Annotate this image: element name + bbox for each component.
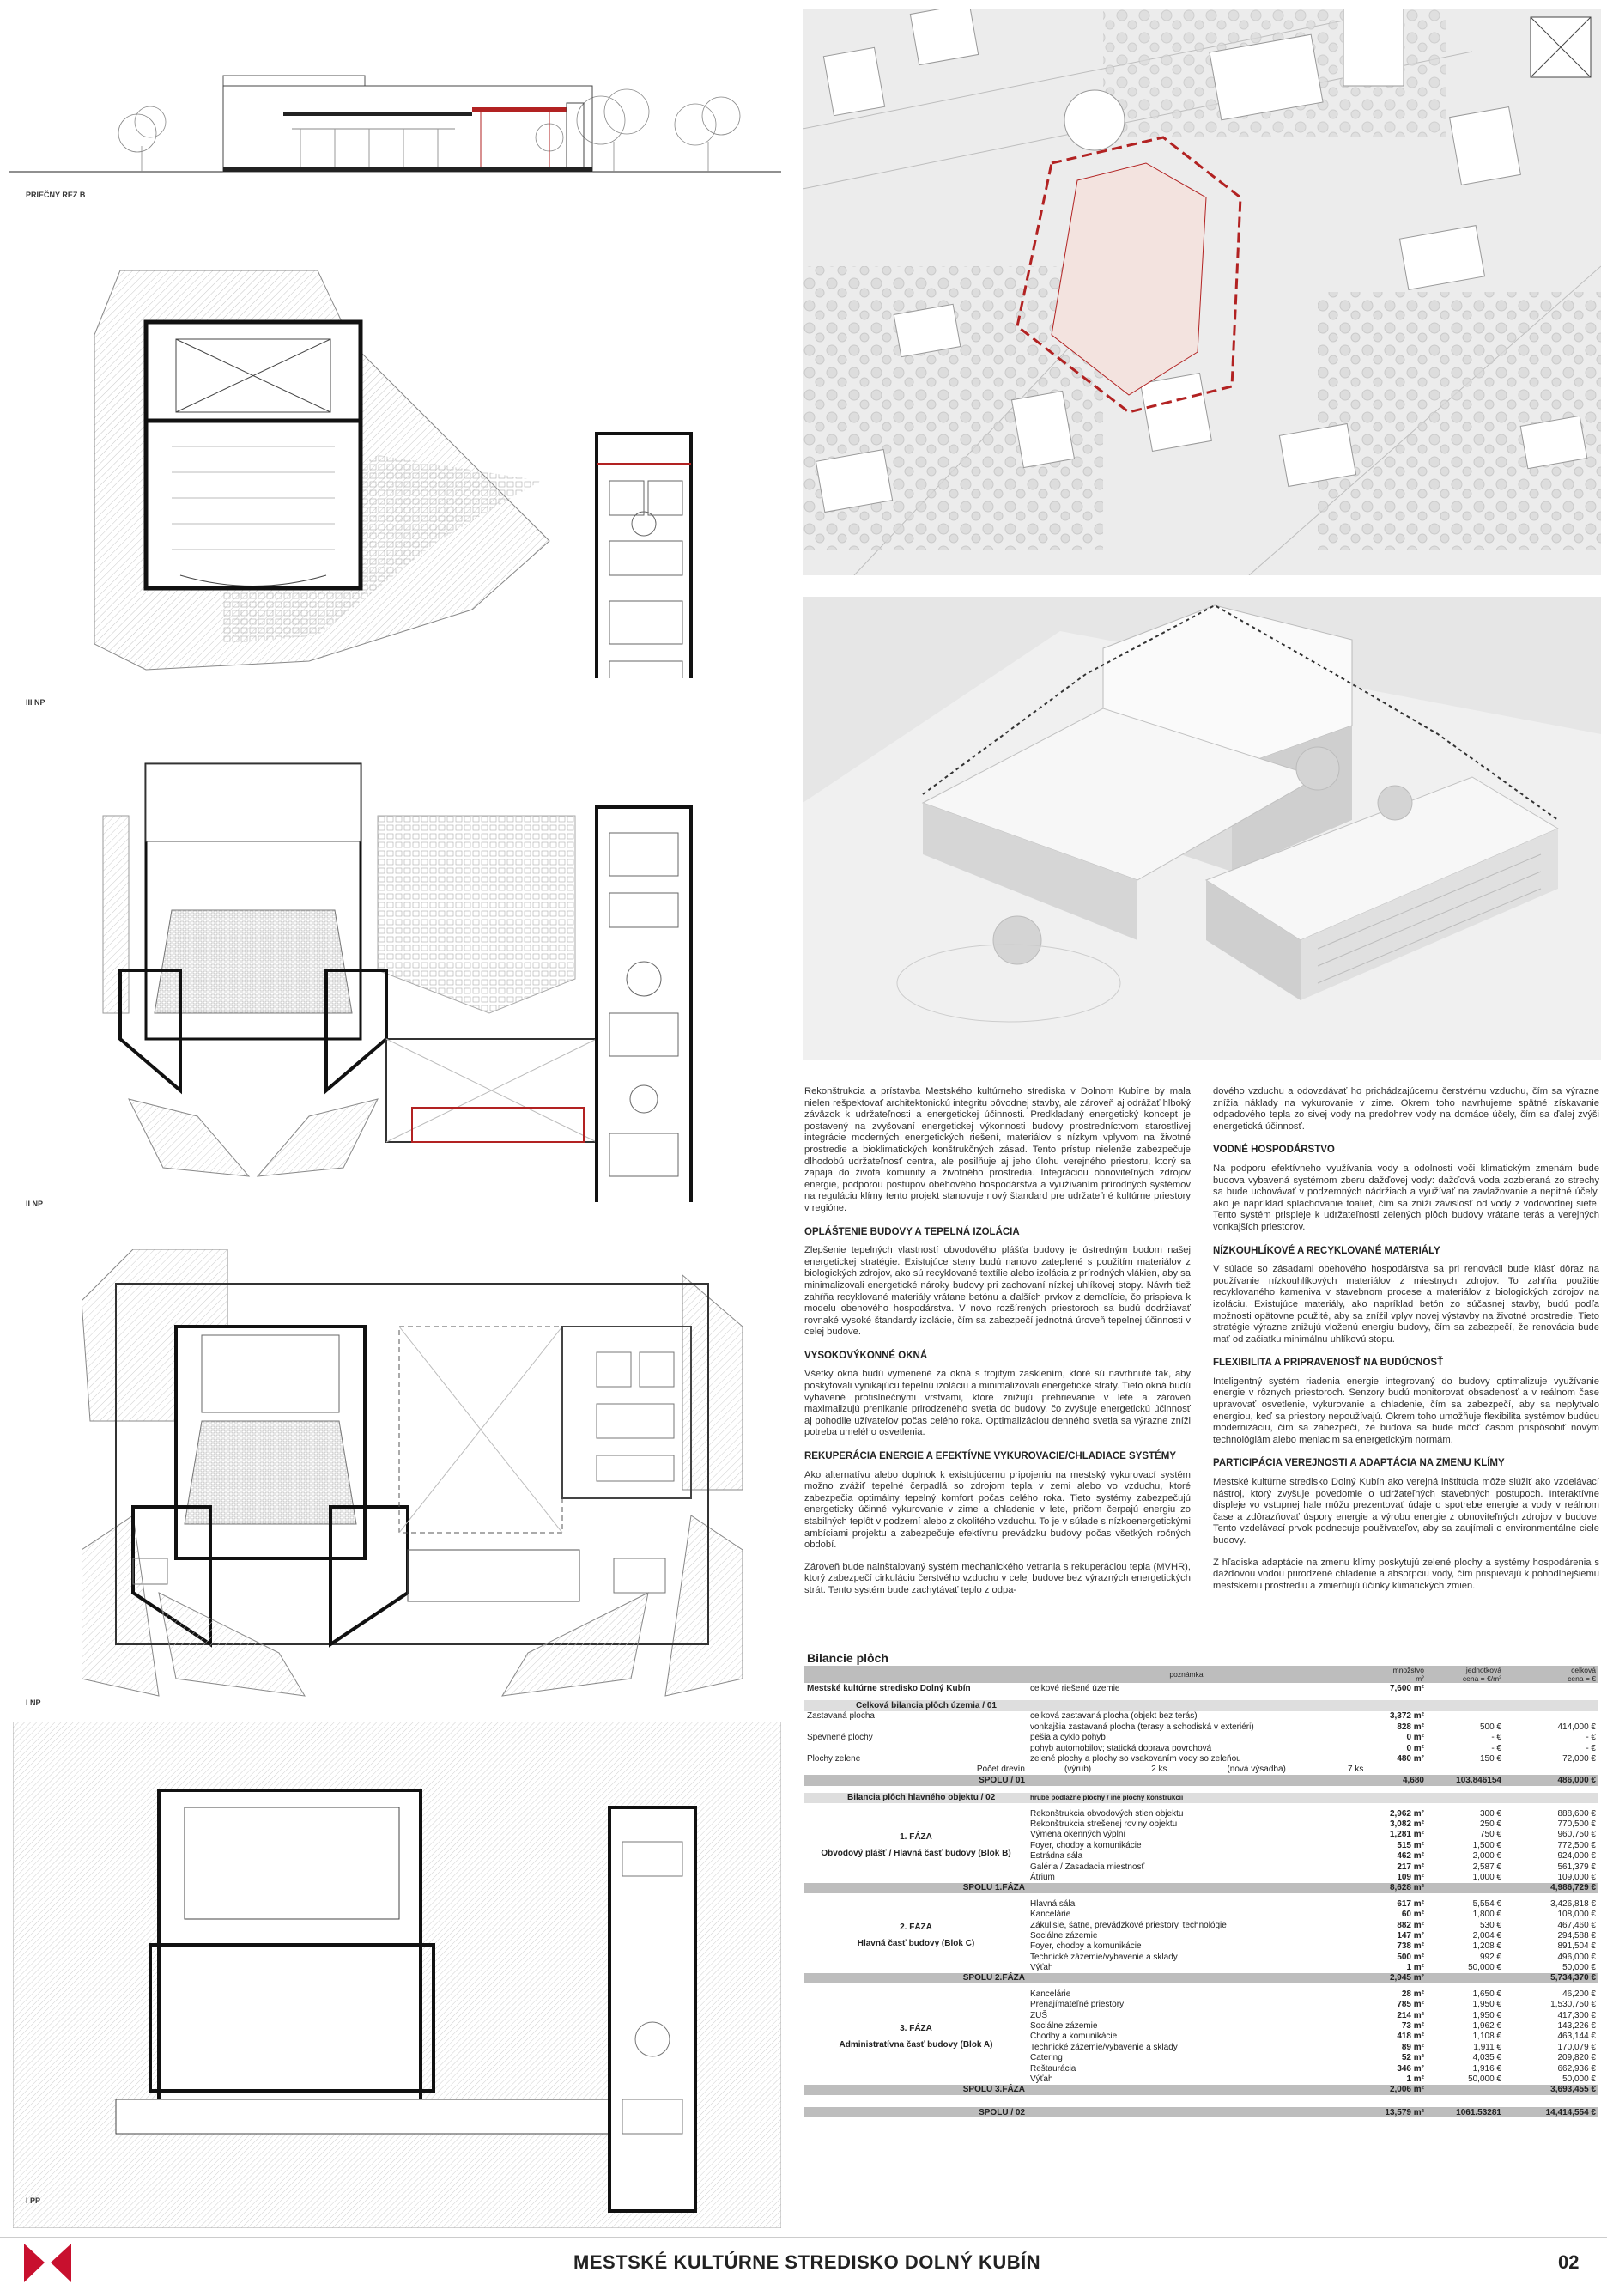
cell: 1,208 € xyxy=(1472,1941,1501,1952)
header-total xyxy=(1504,1666,1598,1683)
cell: 828 m² xyxy=(1397,1722,1424,1732)
cell: 73 m² xyxy=(1401,2021,1424,2032)
cell: 5,554 € xyxy=(1472,1898,1501,1909)
cell: 2,006 m² xyxy=(1345,2085,1427,2095)
table-row xyxy=(804,1883,1598,1893)
cell: 5,734,370 € xyxy=(1504,1973,1598,1983)
cell: Galéria / Zasadacia miestnosť xyxy=(1030,1862,1145,1872)
cell: 109 m² xyxy=(1397,1872,1424,1882)
paragraph-mvhr: Zároveň bude nainštalovaný systém mechanického vetrania s rekuperáciou tepla (MVHR), ktorý zabezpečí cirkuláciu čerstvého vzduchu v celej budove bez výrazných energetických strát. Tento systém bude zachytávať teplo z odpa- xyxy=(804,1561,1191,1595)
trees-row xyxy=(804,1765,1598,1775)
cell: 500 € xyxy=(1479,1722,1501,1732)
cell: 52 m² xyxy=(1401,2053,1424,2063)
paragraph-windows: Všetky okná budú vymenené za okná s trojitým zasklením, ktoré sú navrhnuté tak, aby poskytovali vynikajúcu tepelnú izoláciu a minimalizovali energetické straty. Tieto okná budú vybavené protislnečnými vrstvami, ktoré znižujú prehrievanie v lete a zároveň maximalizujú prenikanie prirodzeného svetla do budovy, čo zvyšuje energetickú účinnosť aj pohodlie užívateľov počas celého roka. Optimalizáciou denného svetla sa výrazne zníži potreba umelého osvetlenia. xyxy=(804,1369,1191,1438)
cell: 46,200 € xyxy=(1562,1989,1596,1999)
table-row xyxy=(804,1973,1598,1983)
cell: 60 m² xyxy=(1401,1910,1424,1920)
phase-sublabel: Administratívna časť budovy (Blok A) xyxy=(839,2039,993,2050)
cell: 250 € xyxy=(1479,1819,1501,1829)
cell-part: (výrub) xyxy=(1064,1765,1092,1775)
cell: 300 € xyxy=(1479,1808,1501,1819)
cell: 480 m² xyxy=(1397,1754,1424,1765)
cell: 515 m² xyxy=(1397,1840,1424,1850)
cell: 882 m² xyxy=(1397,1920,1424,1930)
cell: 7 ks xyxy=(1348,1765,1364,1775)
table-header-row xyxy=(804,1666,1598,1683)
cell: 2,004 € xyxy=(1472,1930,1501,1941)
phase-sublabel: Hlavná časť budovy (Blok C) xyxy=(857,1939,975,1949)
cell: Počet drevín xyxy=(976,1765,1025,1775)
cell xyxy=(1427,1711,1504,1722)
cell xyxy=(1427,1883,1504,1893)
table-row xyxy=(804,1711,1598,1722)
cell xyxy=(1427,2085,1504,2095)
section-title: Celková bilancia plôch územia / 01 xyxy=(804,1700,1598,1710)
cell xyxy=(1504,1711,1598,1722)
cell: celkové riešené územie xyxy=(1030,1683,1120,1693)
table-row xyxy=(804,1743,1598,1753)
cell: 4,035 € xyxy=(1472,2053,1501,2063)
cell: 89 m² xyxy=(1401,2042,1424,2052)
cell: Átrium xyxy=(1030,1872,1055,1882)
cell: 214 m² xyxy=(1397,2010,1424,2020)
header-unit-text2: cena = €/m² xyxy=(1462,1674,1501,1683)
heading-participation: PARTICIPÁCIA VEREJNOSTI A ADAPTÁCIA NA ZMENU KLÍMY xyxy=(1213,1458,1505,1469)
cell xyxy=(1028,2085,1345,2095)
floor-plan-2 xyxy=(94,756,730,1202)
cell: 1,916 € xyxy=(1472,2063,1501,2074)
cell: Chodby a komunikácie xyxy=(1030,2032,1118,2042)
cell: 463,144 € xyxy=(1557,2032,1596,2042)
cell: 500 m² xyxy=(1397,1952,1424,1962)
cell: celková zastavaná plocha (objekt bez terás) xyxy=(1030,1711,1198,1722)
section-label: PRIEČNY REZ B xyxy=(26,191,86,199)
phase-label: 3. FÁZA xyxy=(900,2023,932,2033)
cell: 3,693,455 € xyxy=(1504,2085,1598,2095)
cell: 14,414,554 € xyxy=(1504,2107,1598,2117)
cell: 1061.53281 xyxy=(1427,2107,1504,2117)
cell: 72,000 € xyxy=(1562,1754,1596,1765)
phase-label: 1. FÁZA xyxy=(900,1832,932,1843)
cell: 4,680 xyxy=(1345,1775,1427,1785)
cell: 108,000 € xyxy=(1557,1910,1596,1920)
cell: 1,108 € xyxy=(1472,2032,1501,2042)
floor0-label: I PP xyxy=(26,2196,41,2205)
cell: 770,500 € xyxy=(1557,1819,1596,1829)
cell xyxy=(804,1989,1028,2085)
section-title: Bilancia plôch hlavného objektu / 02 xyxy=(804,1793,1028,1803)
section-row xyxy=(804,1700,1598,1710)
cell: 462 m² xyxy=(1397,1851,1424,1862)
area-balance-table xyxy=(804,1666,1598,2117)
cell: 992 € xyxy=(1479,1952,1501,1962)
header-qty-unit: m² xyxy=(1416,1674,1424,1683)
cell xyxy=(804,1722,1028,1732)
cell: 209,820 € xyxy=(1557,2053,1596,2063)
cell: ZUŠ xyxy=(1030,2010,1047,2020)
cell: 1,950 € xyxy=(1472,2000,1501,2010)
text-column-right xyxy=(1213,1086,1599,1602)
intro-paragraph: Rekonštrukcia a prístavba Mestského kultúrneho strediska v Dolnom Kubíne by mala nielen rešpektovať architektonickú integritu pôvodnej stavby, ale zároveň aj odrážať hlboký záväzok k udržateľnosti a energetickej účinnosti. Predkladaný energetický koncept je postavený na zvyšovaní energetickej výkonnosti budovy prostredníctvom starostlivej integrácie moderných energetických riešení, materiálov s nízkym vplyvom na životné prostredie a bioklimatických konštrukčných zásad. Tento prístup nielenže zabezpečuje dlhodobú udržateľnosť centra, ale posilňuje aj jeho úlohu verejného priestoru, ktorý sa zapája do života komunity a životného prostredia. Integráciou obnoviteľných zdrojov energie, podporou postupov obehového hospodárstva a využívaním prírodných systémov na reguláciu klímy tento projekt stanovuje nový štandard pre udržateľné kultúrne priestory v regióne. xyxy=(804,1086,1191,1213)
heading-flexibility: FLEXIBILITA A PRIPRAVENOSŤ NA BUDÚCNOSŤ xyxy=(1213,1358,1444,1369)
cell: - € xyxy=(1586,1733,1596,1743)
cell: Kancelárie xyxy=(1030,1910,1071,1920)
cell: Výťah xyxy=(1030,2074,1053,2084)
cell: pešia a cyklo pohyb xyxy=(1030,1733,1106,1743)
cell: Reštaurácia xyxy=(1030,2063,1076,2074)
section-row xyxy=(804,1793,1598,1803)
cell: 496,000 € xyxy=(1557,1952,1596,1962)
cell: Foyer, chodby a komunikácie xyxy=(1030,1840,1142,1850)
cell: 414,000 € xyxy=(1557,1722,1596,1732)
table-title: Bilancie plôch xyxy=(807,1651,888,1665)
cell: 2,962 m² xyxy=(1389,1808,1424,1819)
cell: 147 m² xyxy=(1397,1930,1424,1941)
header-unit-text: jednotková xyxy=(1465,1666,1501,1674)
cell: SPOLU 3.FÁZA xyxy=(804,2085,1028,2095)
cell: 170,079 € xyxy=(1557,2042,1596,2052)
cell: SPOLU 2.FÁZA xyxy=(804,1973,1028,1983)
cell-part: 2 ks xyxy=(1151,1765,1167,1775)
cell: 1,911 € xyxy=(1473,2042,1501,2052)
cell: 346 m² xyxy=(1397,2063,1424,2074)
floor2-label: II NP xyxy=(26,1200,44,1208)
paragraph-participation: Mestské kultúrne stredisko Dolný Kubín ako verejná inštitúcia môže slúžiť ako vzdelávací nástroj, ktorý zvyšuje povedomie o udržateľných stavebných postupoch. Interaktívne displeje vo vstupnej hale môžu prezentovať údaje o spotrebe energie a vody v reálnom čase a zdôrazňovať úspory energie a výrobu energie z obnoviteľných zdrojov v budove. Tento vzdelávací prvok podnecuje používateľov, aby sa zaujímali o environmentálne ciele budovy. xyxy=(1213,1477,1599,1546)
cell xyxy=(804,1808,1028,1883)
cell-part: (nová výsadba) xyxy=(1227,1765,1286,1775)
cell: 13,579 m² xyxy=(1345,2107,1427,2117)
cell: 103.846154 xyxy=(1427,1775,1504,1785)
cell xyxy=(1427,1973,1504,1983)
cell: 738 m² xyxy=(1397,1941,1424,1952)
cell: 772,500 € xyxy=(1557,1840,1596,1850)
cell: 50,000 € xyxy=(1562,1963,1596,1973)
cell: Prenajímateľné priestory xyxy=(1030,2000,1125,2010)
cell: Rekonštrukcia obvodových stien objektu xyxy=(1030,1808,1184,1819)
header-qty xyxy=(1345,1666,1427,1683)
paragraph-mvhr-cont: dového vzduchu a odovzdávať ho prichádzajúcemu čerstvému vzduchu, čím sa výrazne znížia náklady na vykurovanie v zime. Okrem toho navrhujeme spätné získavanie odpadového tepla zo sivej vody na predohrev vody na domáce účely, čím sa ďalej zvýši energetická účinnosť. xyxy=(1213,1086,1599,1132)
cell: 4,986,729 € xyxy=(1504,1883,1598,1893)
cell: 1 m² xyxy=(1406,1963,1424,1973)
cell: 3,426,818 € xyxy=(1550,1898,1596,1909)
text-column-left xyxy=(804,1086,1191,1607)
cell: Sociálne zázemie xyxy=(1030,1930,1098,1941)
cell: Kancelárie xyxy=(1030,1989,1071,1999)
cell: 7,600 m² xyxy=(1389,1683,1424,1693)
cell: 662,936 € xyxy=(1557,2063,1596,2074)
cell: 8,628 m² xyxy=(1345,1883,1427,1893)
paragraph-climate: Z hľadiska adaptácie na zmenu klímy poskytujú zelené plochy a systémy hospodárenia s dažďovou vodou prirodzené chladenie a absorpciu vody, čím prispievajú k pohodlnejšiemu mestskému prostrediu a zmierňujú účinky klimatických zmien. xyxy=(1213,1557,1599,1591)
cell: 1,281 m² xyxy=(1389,1830,1424,1840)
cell: 143,226 € xyxy=(1557,2021,1596,2032)
cell: 1,530,750 € xyxy=(1550,2000,1596,2010)
heading-envelope: OPLÁŠTENIE BUDOVY A TEPELNÁ IZOLÁCIA xyxy=(804,1226,1020,1237)
logo-icon xyxy=(24,2244,71,2282)
cell: Výmena okenných výplní xyxy=(1030,1830,1126,1840)
cell: vonkajšia zastavaná plocha (terasy a schodiská v exteriéri) xyxy=(1030,1722,1254,1732)
heading-water: VODNÉ HOSPODÁRSTVO xyxy=(1213,1145,1335,1156)
cell: 0 m² xyxy=(1406,1743,1424,1753)
cell: 0 m² xyxy=(1406,1733,1424,1743)
cell: Zákulisie, šatne, prevádzkové priestory, technológie xyxy=(1030,1920,1227,1930)
cell: Technické zázemie/vybavenie a sklady xyxy=(1030,2042,1178,2052)
section-note: hrubé podlažné plochy / iné plochy konštrukcií xyxy=(1028,1793,1345,1803)
cell: 417,300 € xyxy=(1557,2010,1596,2020)
header-qty-text: množstvo xyxy=(1392,1666,1424,1674)
cell: zelené plochy a plochy so vsakovaním vody so zeleňou xyxy=(1030,1754,1241,1765)
cell: 3,082 m² xyxy=(1389,1819,1424,1829)
heading-windows: VYSOKOVÝKONNÉ OKNÁ xyxy=(804,1350,928,1361)
cell: 1,962 € xyxy=(1472,2021,1501,2032)
header-total-text: celková xyxy=(1571,1666,1596,1674)
cell: 561,379 € xyxy=(1557,1862,1596,1872)
cross-section-drawing xyxy=(9,60,781,189)
paragraph-materials: V súlade so zásadami obehového hospodárstva sa pri renovácii bude klásť dôraz na používanie nízkouhlíkových materiálov z miestnych zdrojov. To zahŕňa použitie recyklovaného kameniva v stavebnom procese a materiálov z biologických zdrojov na izoláciu. Existujúce materiály, ako napríklad betón zo súčasnej stavby, budú podľa možnosti opätovne použité, aby sa znížil vplyv novej výstavby na životné prostredie. Tieto stratégie výrazne znižujú vloženú energiu budovy, čím sa zabezpečí, že renovácia bude mať od začiatku minimálnu uhlíkovú stopu. xyxy=(1213,1264,1599,1345)
site-plan-map xyxy=(803,9,1601,575)
table-row xyxy=(804,1989,1598,1999)
cell: 888,600 € xyxy=(1557,1808,1596,1819)
footer-rule xyxy=(0,2237,1607,2238)
cell: 50,000 € xyxy=(1562,2074,1596,2084)
cell: 3,372 m² xyxy=(1389,1711,1424,1722)
cell xyxy=(804,1898,1028,1973)
cell: 2,000 € xyxy=(1472,1851,1501,1862)
cell: 1,500 € xyxy=(1472,1840,1501,1850)
cell: 1,950 € xyxy=(1472,2010,1501,2020)
footer-title: MESTSKÉ KULTÚRNE STREDISKO DOLNÝ KUBÍN xyxy=(573,2251,1041,2273)
table-row xyxy=(804,1733,1598,1743)
cell: Spevnené plochy xyxy=(807,1733,873,1743)
phase-sublabel: Obvodový plášť / Hlavná časť budovy (Blok B) xyxy=(821,1849,1011,1859)
cell: Technické zázemie/vybavenie a sklady xyxy=(1030,1952,1178,1962)
header-note: poznámka xyxy=(1169,1670,1204,1679)
cell: - € xyxy=(1491,1733,1501,1743)
table-row xyxy=(804,1753,1598,1764)
cell: 891,504 € xyxy=(1557,1941,1596,1952)
cell: 150 € xyxy=(1479,1754,1501,1765)
cell: 294,588 € xyxy=(1557,1930,1596,1941)
cell: 50,000 € xyxy=(1468,2074,1501,2084)
cell: SPOLU / 01 xyxy=(804,1775,1028,1785)
cell: 486,000 € xyxy=(1504,1775,1598,1785)
table-row xyxy=(804,1683,1598,1693)
cell xyxy=(1028,1883,1345,1893)
cell: SPOLU 1.FÁZA xyxy=(804,1883,1028,1893)
table-row xyxy=(804,2085,1598,2095)
header-unit xyxy=(1427,1666,1504,1683)
cell: Plochy zelene xyxy=(807,1754,861,1765)
cell: 530 € xyxy=(1479,1920,1501,1930)
cell: 467,460 € xyxy=(1557,1920,1596,1930)
cell: Catering xyxy=(1030,2053,1063,2063)
cell: Foyer, chodby a komunikácie xyxy=(1030,1941,1142,1952)
sum-row xyxy=(804,1775,1598,1785)
paragraph-envelope: Zlepšenie tepelných vlastností obvodového plášťa budovy je ústredným bodom našej energetickej stratégie. Existujúce steny budú nanovo zateplené s použitím materiálov z biologických zdrojov, ako sú recyklované textílie alebo izolácia z prírodných vlákien, aby sa minimalizovali energetické nároky budovy pri zachovaní nízkej uhlíkovej stopy. Návrh tiež zahŕňa recyklované materiály vrátane betónu a ďalších prvkov z demolície, čo prispieva k modelu obehového hospodárstva. V novo rozšírených priestoroch sa budú dodržiavať rovnaké vysoké štandardy izolácie, čím sa zabezpečí jednotná úroveň tepelnej účinnosti v celej budove. xyxy=(804,1245,1191,1338)
heading-recuperation: REKUPERÁCIA ENERGIE A EFEKTÍVNE VYKUROVACIE/CHLADIACE SYSTÉMY xyxy=(804,1451,1177,1462)
cell: 2,587 € xyxy=(1472,1862,1501,1872)
cell: SPOLU / 02 xyxy=(804,2107,1028,2117)
cell: Zastavaná plocha xyxy=(807,1711,875,1722)
floor-plan-1 xyxy=(82,1249,743,1704)
basement-plan xyxy=(13,1722,781,2228)
cell xyxy=(1028,1973,1345,1983)
cell: 1 m² xyxy=(1406,2074,1424,2084)
cell: Estrádna sála xyxy=(1030,1851,1083,1862)
sum-row xyxy=(804,2107,1598,2117)
cell: 960,750 € xyxy=(1557,1830,1596,1840)
cell: Sociálne zázemie xyxy=(1030,2021,1098,2032)
cell: 50,000 € xyxy=(1468,1963,1501,1973)
floor-plan-3 xyxy=(94,258,730,678)
floor1-label: I NP xyxy=(26,1698,41,1707)
cell: 28 m² xyxy=(1401,1989,1424,1999)
heading-materials: NÍZKOUHLÍKOVÉ A RECYKLOVANÉ MATERIÁLY xyxy=(1213,1245,1440,1256)
page-number: 02 xyxy=(1558,2251,1580,2273)
cell: Hlavná sála xyxy=(1030,1898,1076,1909)
cell: Rekonštrukcia strešenej roviny objektu xyxy=(1030,1819,1178,1829)
cell: Výťah xyxy=(1030,1963,1053,1973)
cell xyxy=(1028,1765,1345,1775)
cell: Mestské kultúrne stredisko Dolný Kubín xyxy=(807,1683,971,1693)
floor3-label: III NP xyxy=(26,698,45,707)
phase-label: 2. FÁZA xyxy=(900,1922,932,1933)
cell: 924,000 € xyxy=(1557,1851,1596,1862)
table-row xyxy=(804,1898,1598,1909)
cell: 1,800 € xyxy=(1472,1910,1501,1920)
cell: 617 m² xyxy=(1397,1898,1424,1909)
cell: - € xyxy=(1586,1743,1596,1753)
cell: 217 m² xyxy=(1397,1862,1424,1872)
table-row xyxy=(804,1722,1598,1732)
paragraph-flexibility: Inteligentný systém riadenia energie integrovaný do budovy optimalizuje využívanie energie v rôznych priestoroch. Senzory budú monitorovať obsadenosť a v reálnom čase upravovať osvetlenie, vykurovanie a chladenie, čím sa zabezpečí, aby sa neplytvalo energiou, keď sa priestory nepoužívajú. Okrem toho umožňuje flexibilita systémov budúcu modernizáciu, čím sa zabezpečí, že budova sa bude môcť časom prispôsobiť novým technológiám alebo meniacim sa energetickým normám. xyxy=(1213,1376,1599,1445)
cell: pohyb automobilov; statická doprava povrchová xyxy=(1030,1743,1212,1753)
table-row xyxy=(804,1808,1598,1819)
cell: 418 m² xyxy=(1397,2032,1424,2042)
cell: 785 m² xyxy=(1397,2000,1424,2010)
paragraph-water: Na podporu efektívneho využívania vody a odolnosti voči klimatickým zmenám bude budova vybavená systémom zberu dažďovej vody: dažďová voda zozbieraná zo strechy sa bude uchovávať v podzemných nádržiach a využívať na zavlažovanie a nepitné účely, ako je napríklad splachovanie toaliet, čím sa zníži závislosť od vody z vodovodnej siete. Tento systém prispieje k udržateľnosti zelených plôch budovy vrátane terás a verejných vonkajších priestorov. xyxy=(1213,1163,1599,1232)
cell xyxy=(804,1743,1028,1753)
paragraph-recuperation: Ako alternatívu alebo doplnok k existujúcemu pripojeniu na mestský vykurovací systém možno zvážiť tepelné čerpadlá so zdrojom tepla v zemi alebo vo vzduchu, ktoré zabezpečia optimálny tepelný komfort počas celého roka. Tieto systémy zabezpečujú energeticky účinné vykurovanie v zime a chladenie v lete, pričom čerpajú energiu zo stabilných teplôt v podzemí alebo z okolitého vzduchu. To je v súlade s nízkoenergetickými ambíciami projektu a zabezpečuje efektívnu prevádzku budovy počas všetkých ročných období. xyxy=(804,1469,1191,1551)
cell: 109,000 € xyxy=(1557,1872,1596,1882)
cell: 2,945 m² xyxy=(1345,1973,1427,1983)
cell: - € xyxy=(1491,1743,1501,1753)
header-total-text2: cena = € xyxy=(1568,1674,1596,1683)
cell: 1,650 € xyxy=(1472,1989,1501,1999)
axonometric-render xyxy=(803,597,1601,1060)
cell: 1,000 € xyxy=(1472,1872,1501,1882)
cell: 750 € xyxy=(1479,1830,1501,1840)
